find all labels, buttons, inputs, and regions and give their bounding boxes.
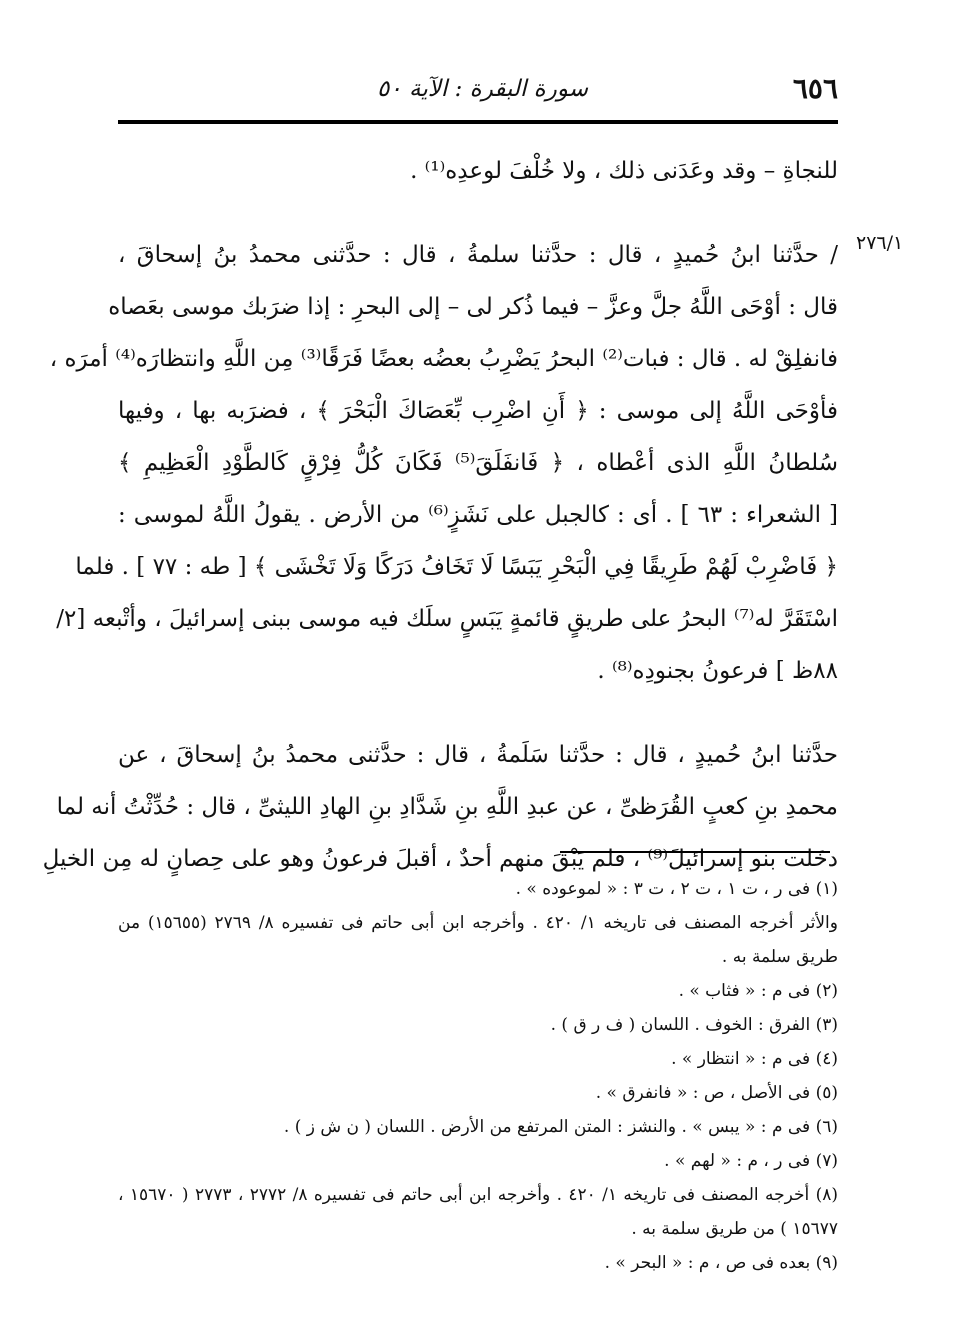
text-line: دخَلت بنو إسرائيلَ⁽⁹⁾ ، فلم يَبْقَ منهم أحدٌ ، أقبلَ فرعونُ وهو على حِصانٍ له مِن الخيلِ [42,846,838,872]
footnote-line: (٤) فى م : « انتظار » . [671,1049,838,1069]
footnote-line: (٥) فى الأصل ، ص : « فانفرق » . [595,1083,838,1103]
footnote-line: (١) فى ر ، ت ١ ، ت ٢ ، ت ٣ : « لموعوده » . [515,879,838,899]
footnotes [118,872,838,1280]
header-rule [118,120,838,124]
text-line: ٨٨ظ ] فرعونُ بجنودِه⁽⁸⁾ . [597,658,838,684]
margin-reference: ٢٧٦/١ [856,232,904,254]
text-line: فأوْحَى اللَّهُ إلى موسى : ﴿ أَنِ اضْرِب بِّعَصَاكَ الْبَحْرَ ﴾ ، فضرَبه بها ، وفيها [118,398,838,424]
footnote-line: (٣) الفرق : الخوف . اللسان ( ف ر ق ) . [550,1015,838,1035]
main-text [42,145,838,885]
text-line: اسْتَقَرَّ له⁽⁷⁾ البحرُ على طريقٍ قائمةٍ يَبَسٍ سلَك فيه موسى ببنى إسرائيلَ ، وأتْبعه [٢/ [56,606,838,632]
running-title: سورة البقرة : الآية ٥٠ [377,76,588,102]
text-line: فانفلِقْ له . قال : فبات⁽²⁾ البحرُ يَضْرِبُ بعضُه بعضًا فَرَقًا⁽³⁾ مِن اللَّهِ وانتظارَه⁽⁴⁾ أمرَه ، [49,346,838,372]
text-line: للنجاةِ – وقد وعَدَنى ذلك ، ولا خُلْفَ لوعدِه⁽¹⁾ . [410,158,838,184]
footnote-separator [560,851,830,853]
footnote-line: (٧) فى ر ، م : « لهم » . [664,1151,838,1171]
text-line: ﴿ فَاضْرِبْ لَهُمْ طَرِيقًا فِي الْبَحْرِ يَبَسًا لَا تَخَافُ دَرَكًا وَلَا تَخْشَى ﴾ [ طه : ٧٧ ] . فلما [75,554,838,580]
footnote-line: (٢) فى م : « فثاب » . [678,981,838,1001]
text-line: سُلطانُ اللَّهِ الذى أعْطاه ، ﴿ فَانفَلَقَ⁽⁵⁾ فَكَانَ كُلُّ فِرْقٍ كَالطَّوْدِ الْعَظِيمِ ﴾ [118,450,838,476]
text-line: قال : أوْحَى اللَّهُ جلَّ وعزَّ – فيما ذُكر لى – إلى البحرِ : إذا ضرَبك موسى بعَصاه [108,294,838,320]
page-header [118,72,838,112]
footnote-line: ١٥٦٧٧ ) من طريق سلمة به . [631,1219,838,1239]
text-line: حدَّثنا ابنُ حُميدٍ ، قال : حدَّثنا سَلَمةُ ، قال : حدَّثنى محمدُ بنُ إسحاقَ ، عن [118,742,838,768]
text-line: [ الشعراء : ٦٣ ] . أى : كالجبل على نَشَزٍ⁽⁶⁾ من الأرض . يقولُ اللَّهُ لموسى : [118,502,838,528]
footnote-line: والأثر أخرجه المصنف فى تاريخه ١/ ٤٢٠ . وأخرجه ابن أبى حاتم فى تفسيره ٨/ ٢٧٦٩ (١٥٦٥٥) من [118,913,838,933]
text-line: محمدِ بنِ كعبٍ القُرَظىِّ ، عن عبدِ اللَّهِ بنِ شَدَّادِ بنِ الهادِ الليثىِّ ، قال : حُدِّثْتُ أنه لما [56,794,838,820]
footnote-line: طريق سلمة به . [721,947,838,967]
page-number: ٦٥٦ [792,72,838,105]
text-line: / حدَّثنا ابنُ حُميدٍ ، قال : حدَّثنا سلمةُ ، قال : حدَّثنى محمدُ بنُ إسحاقَ ، [118,242,838,268]
footnote-line: (٨) أخرجه المصنف فى تاريخه ١/ ٤٢٠ . وأخرجه ابن أبى حاتم فى تفسيره ٨/ ٢٧٧٢ ، ٢٧٧٣ ( ١٥٦٧٠ ، [118,1185,838,1205]
footnote-line: (٩) بعده فى ص ، م : « البحر » . [604,1253,838,1273]
footnote-line: (٦) فى م : « يبس » . والنشز : المتن المرتفع من الأرض . اللسان ( ن ش ز ) . [283,1117,838,1137]
